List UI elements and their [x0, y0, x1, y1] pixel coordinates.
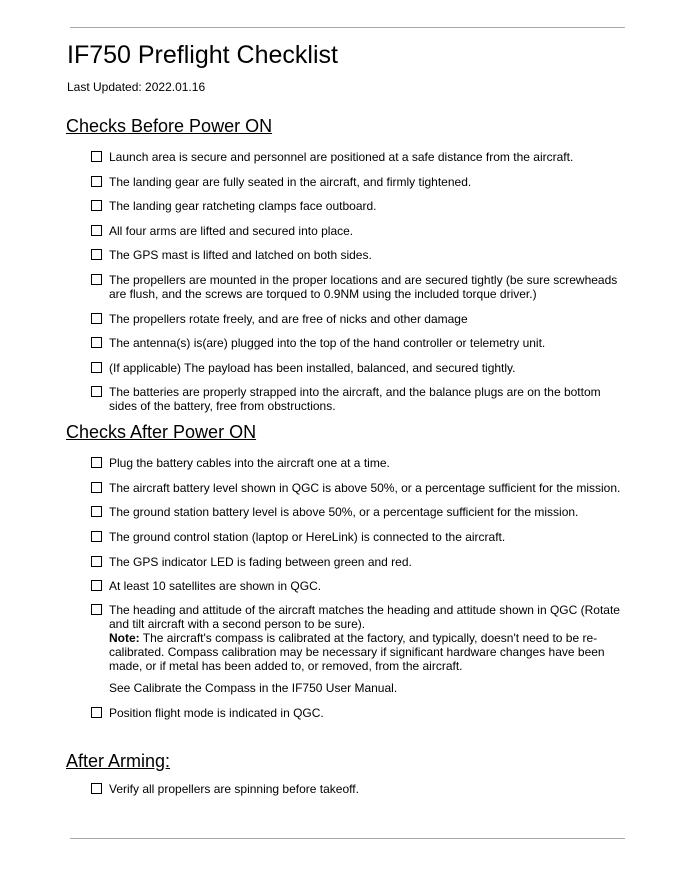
checklist-item[interactable]	[91, 782, 626, 796]
checklist-item[interactable]	[91, 312, 626, 326]
checkbox[interactable]	[91, 707, 102, 718]
checklist-item[interactable]	[91, 248, 626, 262]
last-updated: Last Updated: 2022.01.16	[67, 80, 206, 94]
note-text: The aircraft's compass is calibrated at the factory, and typically, doesn't need to be re-calibrated. Compass calibration may be necessary if significant hardware changes have been made, or if metal has been added to, or removed, from the aircraft.	[109, 631, 605, 673]
checklist-item[interactable]	[91, 481, 626, 495]
checklist-item-label: The aircraft battery level shown in QGC is above 50%, or a percentage sufficient for the mission.	[109, 481, 621, 495]
checklist-item-label: The ground control station (laptop or HereLink) is connected to the aircraft.	[109, 530, 506, 544]
checklist-item-label: Plug the battery cables into the aircraft one at a time.	[109, 456, 390, 470]
checklist-item-label: The antenna(s) is(are) plugged into the top of the hand controller or telemetry unit.	[109, 336, 546, 350]
note-label: Note:	[109, 631, 140, 645]
checkbox[interactable]	[91, 604, 102, 615]
checkbox[interactable]	[91, 457, 102, 468]
checkbox[interactable]	[91, 783, 102, 794]
checkbox[interactable]	[91, 556, 102, 567]
checkbox[interactable]	[91, 506, 102, 517]
checklist-item[interactable]	[91, 579, 626, 593]
compass-note	[109, 631, 629, 673]
checklist-item[interactable]	[91, 555, 626, 569]
checklist-item[interactable]	[91, 336, 626, 350]
checkbox[interactable]	[91, 386, 102, 397]
checkbox[interactable]	[91, 482, 102, 493]
checklist-item-label: At least 10 satellites are shown in QGC.	[109, 579, 322, 593]
checkbox[interactable]	[91, 151, 102, 162]
checklist-item-label: The propellers rotate freely, and are free of nicks and other damage	[109, 312, 468, 326]
checklist-item-label: The GPS indicator LED is fading between green and red.	[109, 555, 412, 569]
checklist-item-label: The ground station battery level is above 50%, or a percentage sufficient for the mission.	[109, 505, 579, 519]
checklist-item[interactable]	[91, 273, 626, 301]
bottom-divider	[70, 838, 625, 839]
checklist-item-label: The heading and attitude of the aircraft matches the heading and attitude shown in QGC (Rotate and tilt aircraft with a second person to be sure).	[109, 603, 620, 631]
checklist-item-label: Verify all propellers are spinning before takeoff.	[109, 782, 359, 796]
checkbox[interactable]	[91, 313, 102, 324]
checklist-item-label: All four arms are lifted and secured into place.	[109, 224, 354, 238]
checklist-item-label: The landing gear ratcheting clamps face outboard.	[109, 199, 377, 213]
checklist-item-label: The GPS mast is lifted and latched on both sides.	[109, 248, 372, 262]
checkbox[interactable]	[91, 176, 102, 187]
checklist-item[interactable]	[91, 175, 626, 189]
checklist-item[interactable]	[91, 385, 626, 413]
checkbox[interactable]	[91, 200, 102, 211]
section-heading-after-arming: After Arming:	[66, 751, 171, 771]
checkbox[interactable]	[91, 249, 102, 260]
top-divider	[70, 27, 625, 28]
checklist-item-label: Position flight mode is indicated in QGC.	[109, 706, 324, 720]
section-heading-after-power-on: Checks After Power ON	[66, 422, 257, 442]
checklist-item-label: The batteries are properly strapped into the aircraft, and the balance plugs are on the bottom sides of the battery, free from obstructions.	[109, 385, 601, 413]
checklist-item[interactable]	[91, 505, 626, 519]
see-also-text: See Calibrate the Compass in the IF750 User Manual.	[109, 681, 398, 695]
checkbox[interactable]	[91, 580, 102, 591]
checklist-item[interactable]	[91, 150, 626, 164]
checklist-item[interactable]	[91, 456, 626, 470]
checklist-item[interactable]	[91, 603, 626, 631]
checklist-item-label: (If applicable) The payload has been installed, balanced, and secured tightly.	[109, 361, 516, 375]
checkbox[interactable]	[91, 362, 102, 373]
checklist-item[interactable]	[91, 224, 626, 238]
checkbox[interactable]	[91, 225, 102, 236]
checklist-item[interactable]	[91, 199, 626, 213]
checklist-item-label: Launch area is secure and personnel are positioned at a safe distance from the aircraft.	[109, 150, 574, 164]
checklist-item-label: The landing gear are fully seated in the aircraft, and firmly tightened.	[109, 175, 472, 189]
checkbox[interactable]	[91, 274, 102, 285]
checklist-item[interactable]	[91, 361, 626, 375]
checkbox[interactable]	[91, 531, 102, 542]
section-heading-before-power-on: Checks Before Power ON	[66, 116, 273, 136]
checklist-item-label: The propellers are mounted in the proper locations and are secured tightly (be sure screwheads are flush, and the screws are torqued to 0.9NM using the included torque driver.)	[109, 273, 618, 301]
checklist-item[interactable]	[91, 530, 626, 544]
checkbox[interactable]	[91, 337, 102, 348]
page-title: IF750 Preflight Checklist	[67, 41, 338, 69]
checklist-item[interactable]	[91, 706, 626, 720]
